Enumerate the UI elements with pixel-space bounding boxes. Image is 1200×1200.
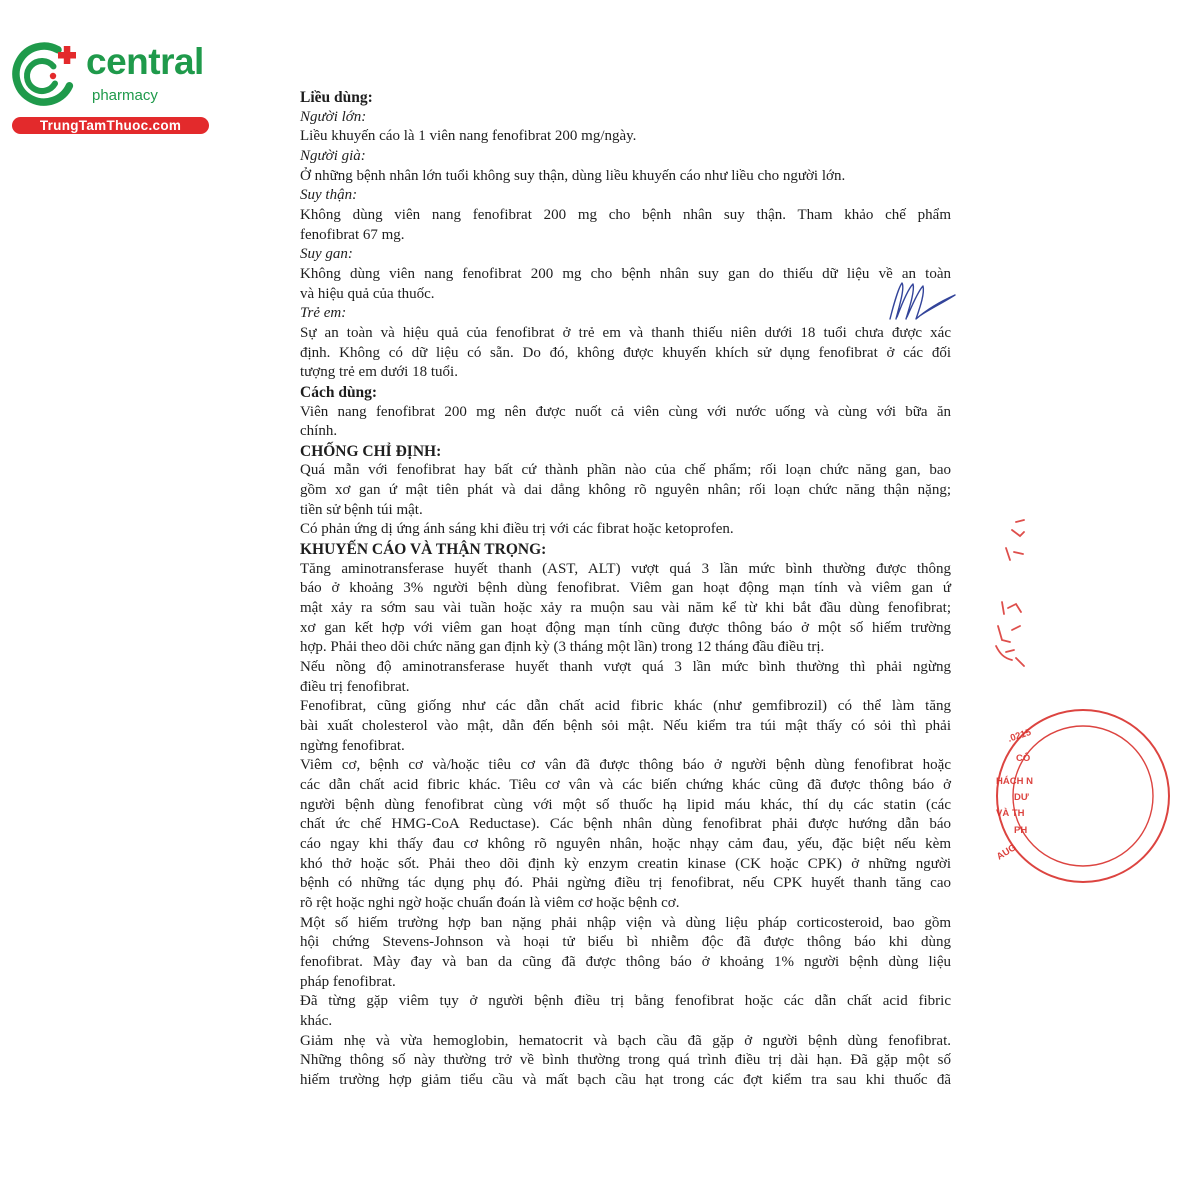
stamp-text: .0215 bbox=[1006, 727, 1033, 745]
text-line: Một số hiếm trường hợp ban nặng phải nhập viện và dùng liệu pháp corticosteroid, bao gồm bbox=[300, 914, 951, 931]
text-line: rõ rệt hoặc nghi ngờ hoặc chuẩn đoán là viêm cơ hoặc bệnh cơ. bbox=[300, 894, 680, 911]
subsection-heading bbox=[300, 304, 951, 324]
text-line: fenofibrat 67 mg. bbox=[300, 226, 405, 243]
paragraph bbox=[300, 206, 951, 245]
brand-subtitle: pharmacy bbox=[92, 87, 158, 104]
text-line: định. Không có dữ liệu có sẵn. Do đó, không được khuyến khích sử dụng fenofibrat ở các đối bbox=[300, 344, 951, 361]
text-line: người bệnh dùng fenofibrat cùng với một số thuốc hạ lipid máu khác, thí dụ các statin (các bbox=[300, 796, 951, 813]
section-heading bbox=[300, 540, 951, 560]
paragraph bbox=[300, 914, 951, 993]
text-line: Quá mẫn với fenofibrat hay bất cứ thành phần nào của chế phẩm; rối loạn chức năng gan, bao bbox=[300, 462, 951, 479]
text-line: cáo ngay khi thấy đau cơ không rõ nguyên nhân, hoặc nhạy cảm đau, yếu, đặc biệt nếu kèm bbox=[300, 835, 951, 852]
section-heading bbox=[300, 383, 951, 403]
text-line: pháp fenofibrat. bbox=[300, 973, 396, 990]
text-line: điều trị fenofibrat. bbox=[300, 678, 410, 695]
text-line: Fenofibrat, cũng giống như các dẫn chất acid fibric khác (như gemfibrozil) có thể làm tăng bbox=[300, 698, 951, 715]
subsection-heading bbox=[300, 245, 951, 265]
stamp-text: PH bbox=[1014, 825, 1028, 836]
paragraph bbox=[300, 127, 951, 147]
paragraph bbox=[300, 560, 951, 658]
subsection-heading bbox=[300, 147, 951, 167]
section-heading bbox=[300, 88, 951, 108]
text-line: chính. bbox=[300, 423, 338, 440]
section-heading bbox=[300, 442, 951, 462]
paragraph bbox=[300, 1032, 951, 1091]
stamp-text: HÁCH N bbox=[996, 776, 1033, 787]
text-line: các dẫn chất acid fibric khác. Tiêu cơ vân và các biến chứng khác cũng đã được thông báo ở bbox=[300, 776, 951, 793]
text-line: Viên nang fenofibrat 200 mg nên được nuốt cả viên cùng với nước uống và cùng với bữa ăn bbox=[300, 403, 951, 420]
paragraph bbox=[300, 756, 951, 913]
pharmacy-cross-logo-icon bbox=[8, 36, 80, 108]
stamp-text: VÀ TH bbox=[996, 808, 1025, 819]
stamp-text: DƯ bbox=[1014, 792, 1029, 803]
stamp-text: CÔ bbox=[1016, 753, 1031, 764]
paragraph bbox=[300, 324, 951, 383]
brand-name: central bbox=[86, 41, 204, 82]
text-line: Cách dùng: bbox=[300, 383, 378, 401]
text-line: hợp. Phải theo dõi chức năng gan định kỳ (3 tháng một lần) trong 12 tháng đầu điều trị. bbox=[300, 639, 825, 656]
text-line: tượng trẻ em dưới 18 tuổi. bbox=[300, 364, 458, 381]
text-line: báo ở khoảng 3% người bệnh dùng fenofibrat. Viêm gan hoạt động mạn tính và viêm gan ứ bbox=[300, 580, 951, 597]
text-line: Có phản ứng dị ứng ánh sáng khi điều trị với các fibrat hoặc ketoprofen. bbox=[300, 521, 734, 538]
text-line: Không dùng viên nang fenofibrat 200 mg cho bệnh nhân suy gan do thiếu dữ liệu về an toàn bbox=[300, 265, 951, 282]
paragraph bbox=[300, 403, 951, 442]
stamp-fragment bbox=[990, 508, 1027, 678]
text-line: Người lớn: bbox=[300, 108, 367, 125]
site-url-banner: TrungTamThuoc.com bbox=[12, 117, 209, 134]
subsection-heading bbox=[300, 108, 951, 128]
text-line: KHUYẾN CÁO VÀ THẬN TRỌNG: bbox=[300, 541, 547, 559]
paragraph bbox=[300, 992, 951, 1031]
text-line: bệnh có những tác dụng phụ đó. Phải ngừng điều trị fenofibrat, nếu CPK huyết thanh tăng cao bbox=[300, 875, 951, 892]
text-line: tiền sử bệnh túi mật. bbox=[300, 501, 423, 518]
paragraph bbox=[300, 265, 951, 304]
stamp-text: AUG bbox=[994, 842, 1019, 863]
text-line: Tăng aminotransferase huyết thanh (AST, ALT) vượt quá 3 lần mức bình thường được thông bbox=[300, 560, 951, 577]
text-line: Ở những bệnh nhân lớn tuổi không suy thận, dùng liều khuyến cáo như liều cho người lớn. bbox=[300, 167, 846, 184]
text-line: khác. bbox=[300, 1012, 333, 1029]
text-line: Suy thận: bbox=[300, 187, 358, 204]
paragraph bbox=[300, 520, 951, 540]
text-line: Giảm nhẹ và vừa hemoglobin, hematocrit và bạch cầu đã gặp ở người bệnh dùng fenofibrat. bbox=[300, 1032, 951, 1049]
text-line: Liều khuyến cáo là 1 viên nang fenofibrat 200 mg/ngày. bbox=[300, 128, 637, 145]
stamp bbox=[985, 712, 1033, 880]
signature bbox=[884, 279, 958, 323]
text-line: Sự an toàn và hiệu quả của fenofibrat ở trẻ em và thanh thiếu niên dưới 18 tuổi chưa được xác bbox=[300, 324, 951, 341]
text-line: bài xuất cholesterol vào mật, dẫn đến bệnh sỏi mật. Nếu kiểm tra túi mật thấy có sỏi thì phải bbox=[300, 718, 951, 734]
text-line: gồm xơ gan ứ mật tiên phát và dai dẳng không rõ nguyên nhân; rối loạn chức năng thận nặng; bbox=[300, 482, 951, 499]
paragraph bbox=[300, 658, 951, 697]
text-line: khó thở hoặc sốt. Phải theo dõi định kỳ enzym creatin kinase (CK hoặc CPK) ở những người bbox=[300, 855, 951, 872]
text-line: và hiệu quả của thuốc. bbox=[300, 285, 435, 302]
text-line: Viêm cơ, bệnh cơ và/hoặc tiêu cơ vân đã được thông báo ở người bệnh dùng fenofibrat hoặc bbox=[300, 757, 951, 774]
text-line: Trẻ em: bbox=[300, 305, 347, 322]
text-line: Người già: bbox=[300, 147, 366, 164]
text-line: Liều dùng: bbox=[300, 89, 373, 106]
text-line: Không dùng viên nang fenofibrat 200 mg cho bệnh nhân suy thận. Tham khảo chế phẩm bbox=[300, 206, 951, 223]
text-line: ngừng fenofibrat. bbox=[300, 737, 405, 754]
text-line: chất ức chế HMG-CoA Reductase). Các bệnh nhân dùng fenofibrat phải được hướng dẫn báo bbox=[300, 816, 951, 833]
text-line: Nếu nồng độ aminotransferase huyết thanh vượt quá 3 lần mức bình thường thì phải ngừng bbox=[300, 659, 951, 676]
text-line: fenofibrat. Mày đay và ban da cũng đã được thông báo ở khoảng 1% người bệnh dùng liệu bbox=[300, 953, 951, 970]
paragraph bbox=[300, 697, 951, 756]
text-line: xơ gan kết hợp với viêm gan hoạt động mạn tính cũng được thông báo ở một số hiếm trường bbox=[300, 619, 951, 636]
text-line: hiếm trường hợp giảm tiểu cầu và mất bạch cầu hạt trong các đợt kiểm tra sau khi thuốc đã bbox=[300, 1071, 951, 1088]
text-line: mật xảy ra sớm sau vài tuần hoặc xảy ra muộn sau vài năm kể từ khi bắt đầu dùng fenofibrat; bbox=[300, 600, 951, 617]
paragraph bbox=[300, 167, 951, 187]
paragraph bbox=[300, 461, 951, 520]
text-line: hội chứng Stevens-Johnson và hoại tử biểu bì nhiễm độc đã được thông báo khi dùng bbox=[300, 934, 951, 951]
text-line: CHỐNG CHỈ ĐỊNH: bbox=[300, 442, 442, 460]
leaflet-text bbox=[300, 88, 951, 1090]
text-line: Những thông số này thường trở về bình thường trong quá trình điều trị dài hạn. Đã gặp một số bbox=[300, 1052, 951, 1069]
subsection-heading bbox=[300, 186, 951, 206]
text-line: Suy gan: bbox=[300, 246, 353, 263]
text-line: Đã từng gặp viêm tụy ở người bệnh điều trị bằng fenofibrat hoặc các dẫn chất acid fibric bbox=[300, 993, 951, 1010]
